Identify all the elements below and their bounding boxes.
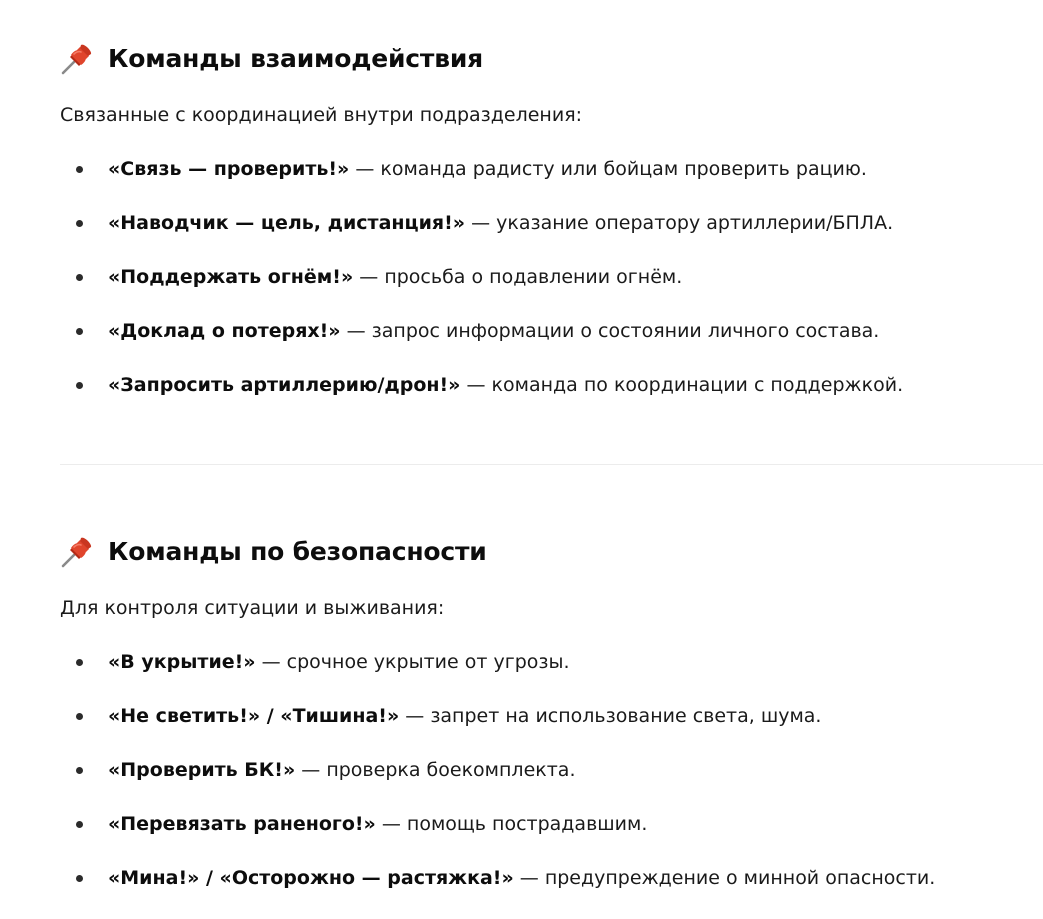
list-item (60, 156, 903, 210)
command-name: «Поддержать огнём!» (108, 266, 354, 288)
command-description: — команда по координации с поддержкой. (460, 374, 904, 396)
section-intro: Для контроля ситуации и выживания: (60, 597, 445, 619)
pushpin-icon (60, 40, 96, 76)
list-item (60, 757, 935, 811)
command-list (60, 156, 903, 426)
command-name: «Запросить артиллерию/дрон!» (108, 374, 461, 396)
bullet-icon (76, 821, 83, 828)
section-heading (60, 531, 487, 571)
pushpin-icon (60, 533, 96, 569)
list-item (60, 703, 935, 757)
command-description: — просьба о подавлении огнём. (353, 266, 683, 288)
command-name: «Доклад о потерях!» (108, 320, 341, 342)
command-description: — запрос информации о состоянии личного состава. (340, 320, 880, 342)
section-heading (60, 38, 483, 78)
section-title: Команды по безопасности (108, 536, 487, 566)
section-title: Команды взаимодействия (108, 43, 483, 73)
command-name: «В укрытие!» (108, 651, 256, 673)
command-name: «Перевязать раненого!» (108, 813, 376, 835)
command-description: — срочное укрытие от угрозы. (255, 651, 570, 673)
list-item (60, 649, 935, 703)
command-description: — команда радисту или бойцам проверить рацию. (349, 158, 867, 180)
bullet-icon (76, 767, 83, 774)
list-item (60, 210, 903, 264)
section-intro: Связанные с координацией внутри подразделения: (60, 104, 583, 126)
bullet-icon (76, 382, 83, 389)
command-description: — проверка боекомплекта. (295, 759, 576, 781)
command-name: «Не светить!» / «Тишина!» (108, 705, 400, 727)
list-item (60, 264, 903, 318)
bullet-icon (76, 659, 83, 666)
bullet-icon (76, 166, 83, 173)
bullet-icon (76, 220, 83, 227)
bullet-icon (76, 328, 83, 335)
command-name: «Наводчик — цель, дистанция!» (108, 212, 466, 234)
command-description: — предупреждение о минной опасности. (513, 867, 936, 889)
list-item (60, 318, 903, 372)
command-name: «Проверить БК!» (108, 759, 296, 781)
list-item (60, 811, 935, 865)
list-item (60, 372, 903, 426)
command-description: — указание оператору артиллерии/БПЛА. (465, 212, 894, 234)
bullet-icon (76, 274, 83, 281)
command-description: — запрет на использование света, шума. (399, 705, 822, 727)
command-name: «Связь — проверить!» (108, 158, 350, 180)
command-description: — помощь пострадавшим. (375, 813, 648, 835)
bullet-icon (76, 875, 83, 882)
command-list (60, 649, 935, 919)
bullet-icon (76, 713, 83, 720)
command-name: «Мина!» / «Осторожно — растяжка!» (108, 867, 514, 889)
list-item (60, 865, 935, 919)
section-divider (60, 464, 1043, 465)
